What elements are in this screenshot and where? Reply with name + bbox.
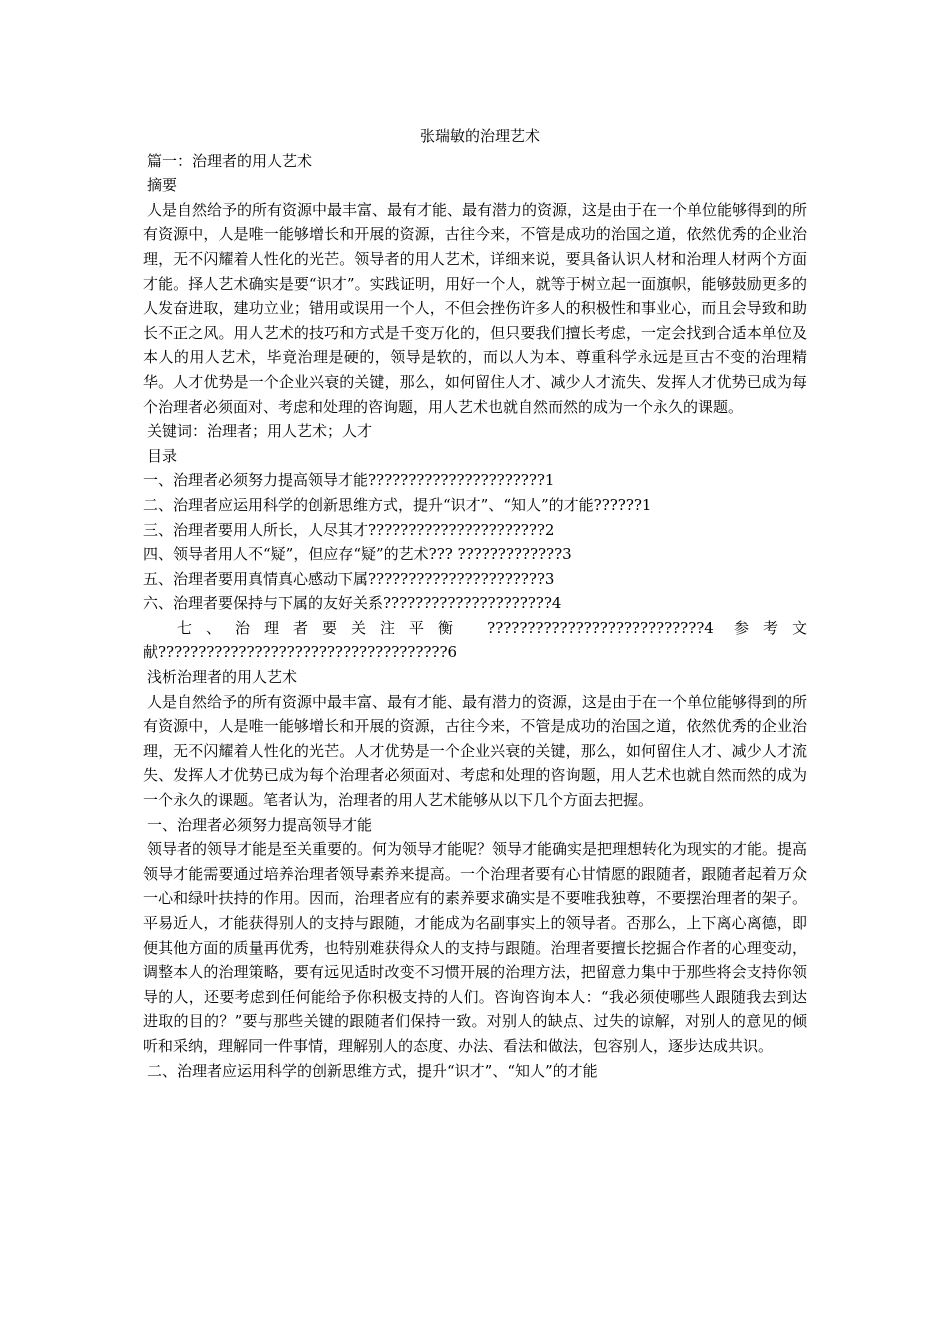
toc-item-7-dots: ???????????????????????????4	[487, 618, 714, 637]
section-heading-1: 一、治理者必须努力提高领导才能	[147, 815, 373, 834]
document-page	[143, 124, 821, 1083]
toc-item: 四、领导者用人不“疑”，但应存“疑”的艺术??? ?????????????3	[143, 545, 572, 564]
abstract-paragraph: 人是自然给予的所有资源中最丰富、最有才能、最有潜力的资源，这是由于在一个单位能够得到的所有资源中，人是唯一能够增长和开展的资源，古往今来，不管是成功的治国之道，依然优秀的企业治理，无不闪耀着人性化的光芒。领导者的用人艺术，详细来说，要具备认识人材和治理人材两个方面才能。择人艺术确实是要“识才”。实践证明，用好一个人，就等于树立起一面旗帜，能够鼓励更多的人发奋进取，建功立业；错用或误用一个人，不但会挫伤许多人的积极性和事业心，而且会导致和助长不正之风。用人艺术的技巧和方式是千变万化的，但只要我们擅长考虑，一定会找到合适本单位及本人的用人艺术，毕竟治理是硬的，领导是软的，而以人为本、尊重科学永远是亘古不变的治理精华。人才优势是一个企业兴衰的关键，那么，如何留住人才、减少人才流失、发挥人才优势已成为每个治理者必须面对、考虑和处理的咨询题，用人艺术也就自然而然的成为一个永久的课题。	[143, 200, 808, 416]
section-heading-2: 二、治理者应运用科学的创新思维方式，提升“识才”、“知人”的才能	[147, 1061, 598, 1080]
toc-references-label: 参考文	[733, 618, 821, 637]
toc-item: 三、治理者要用人所长，人尽其才??????????????????????2	[143, 520, 555, 539]
intro-paragraph: 人是自然给予的所有资源中最丰富、最有才能、最有潜力的资源，这是由于在一个单位能够得到的所有资源中，人是唯一能够增长和开展的资源，古往今来，不管是成功的治国之道，依然优秀的企业治理，无不闪耀着人性化的光芒。人才优势是一个企业兴衰的关键，那么，如何留住人才、减少人才流失、发挥人才优势已成为每个治理者必须面对、考虑和处理的咨询题，用人艺术也就自然而然的成为一个永久的课题。笔者认为，治理者的用人艺术能够从以下几个方面去把握。	[143, 692, 808, 810]
toc-references-line: 献????????????????????????????????????6	[143, 643, 458, 662]
section-title: 浅析治理者的用人艺术	[147, 668, 298, 687]
toc-item-7	[143, 616, 821, 665]
toc-item: 五、治理者要用真情真心感动下属??????????????????????3	[143, 569, 555, 588]
toc-item-7-label: 七、治理者要关注平衡	[177, 618, 468, 637]
toc-item: 一、治理者必须努力提高领导才能??????????????????????1	[143, 471, 555, 490]
keywords-line: 关键词：治理者；用人艺术；人才	[147, 422, 373, 441]
chapter-heading: 篇一：治理者的用人艺术	[147, 151, 313, 170]
section-1-paragraph: 领导者的领导才能是至关重要的。何为领导才能呢？领导才能确实是把理想转化为现实的才能。提高领导才能需要通过培养治理者领导素养来提高。一个治理者要有心甘情愿的跟随者，跟随者起着万众一心和绿叶扶持的作用。因而，治理者应有的素养要求确实是不要唯我独尊，不要摆治理者的架子。平易近人，才能获得别人的支持与跟随，才能成为名副事实上的领导者。否那么，上下离心离德，即便其他方面的质量再优秀，也特别难获得众人的支持与跟随。治理者要擅长挖掘合作者的心理变动，调整本人的治理策略，要有远见适时改变不习惯开展的治理方法，把留意力集中于那些将会支持你领导的人，还要考虑到任何能给予你积极支持的人们。咨询咨询本人：“我必须使哪些人跟随我去到达进取的目的？”要与那些关键的跟随者们保持一致。对别人的缺点、过失的谅解，对别人的意见的倾听和采纳，理解同一件事情，理解别人的态度、办法、看法和做法，包容别人，逐步达成共识。	[143, 840, 808, 1055]
abstract-heading: 摘要	[147, 176, 178, 195]
toc-heading: 目录	[147, 446, 178, 465]
toc-item: 六、治理者要保持与下属的友好关系?????????????????????4	[143, 594, 562, 613]
toc-item: 二、治理者应运用科学的创新思维方式，提升“识才”、“知人”的才能??????1	[143, 495, 652, 514]
document-title: 张瑞敏的治理艺术	[419, 127, 540, 145]
